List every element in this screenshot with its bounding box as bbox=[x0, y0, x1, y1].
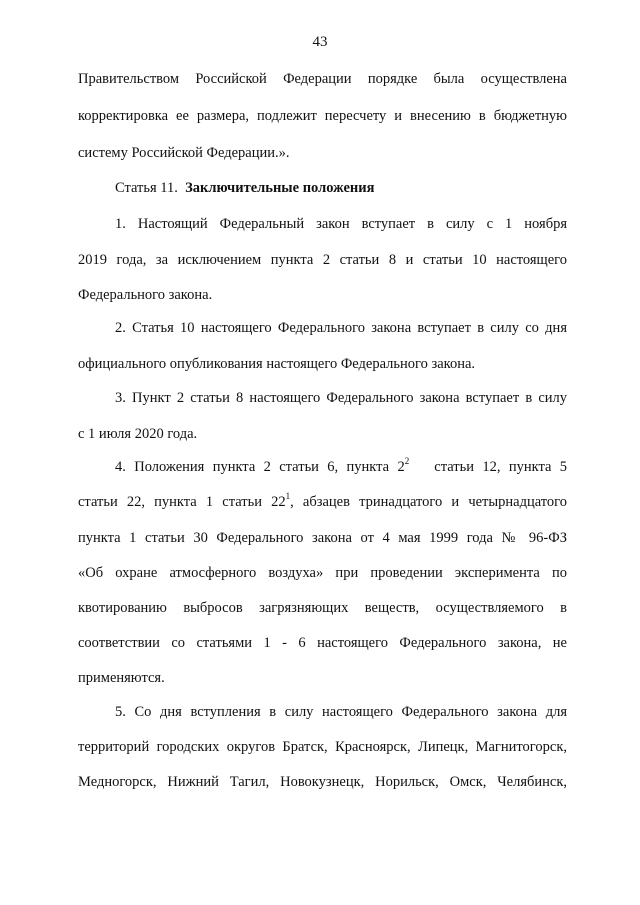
text-line: применяются. bbox=[78, 670, 165, 686]
text-line: пункта 1 статьи 30 Федерального закона от 4 мая 1999 года № 96-ФЗ bbox=[78, 530, 567, 546]
article-title: Заключительные положения bbox=[185, 180, 375, 196]
article-heading bbox=[115, 178, 567, 198]
superscript: 2 bbox=[404, 456, 410, 467]
text-line bbox=[78, 492, 567, 512]
text-segment: , абзацев тринадцатого и четырнадцатого bbox=[290, 494, 568, 510]
text-line: 2. Статья 10 настоящего Федерального закона вступает в силу со дня bbox=[115, 320, 567, 336]
text-line: систему Российской Федерации.». bbox=[78, 145, 290, 161]
superscript: 1 bbox=[285, 491, 291, 502]
text-line: с 1 июля 2020 года. bbox=[78, 426, 198, 442]
page-number: 43 bbox=[312, 34, 328, 50]
text-segment: 4. Положения пункта 2 статьи 6, пункта 2 bbox=[115, 459, 405, 475]
text-segment: статьи 12, пункта 5 bbox=[434, 459, 567, 475]
text-segment: статьи 22, пункта 1 статьи 22 bbox=[78, 494, 286, 510]
text-line: Федерального закона. bbox=[78, 287, 213, 303]
text-line: «Об охране атмосферного воздуха» при проведении эксперимента по bbox=[78, 565, 567, 581]
text-line: официального опубликования настоящего Федерального закона. bbox=[78, 356, 476, 372]
text-line: территорий городских округов Братск, Красноярск, Липецк, Магнитогорск, bbox=[78, 739, 567, 755]
text-line: 5. Со дня вступления в силу настоящего Федерального закона для bbox=[115, 704, 567, 720]
text-line: 2019 года, за исключением пункта 2 статьи 8 и статьи 10 настоящего bbox=[78, 252, 567, 268]
text-line: 3. Пункт 2 статьи 8 настоящего Федерального закона вступает в силу bbox=[115, 390, 567, 406]
text-line: 1. Настоящий Федеральный закон вступает в силу с 1 ноября bbox=[115, 216, 567, 232]
text-line: соответствии со статьями 1 - 6 настоящего Федерального закона, не bbox=[78, 635, 567, 651]
text-line: Правительством Российской Федерации порядке была осуществлена bbox=[78, 71, 567, 87]
text-line: Медногорск, Нижний Тагил, Новокузнецк, Норильск, Омск, Челябинск, bbox=[78, 774, 567, 790]
text-line: квотированию выбросов загрязняющих веществ, осуществляемого в bbox=[78, 600, 567, 616]
text-line: корректировка ее размера, подлежит пересчету и внесению в бюджетную bbox=[78, 108, 567, 124]
article-label: Статья 11. bbox=[115, 180, 178, 196]
text-line bbox=[115, 457, 567, 477]
